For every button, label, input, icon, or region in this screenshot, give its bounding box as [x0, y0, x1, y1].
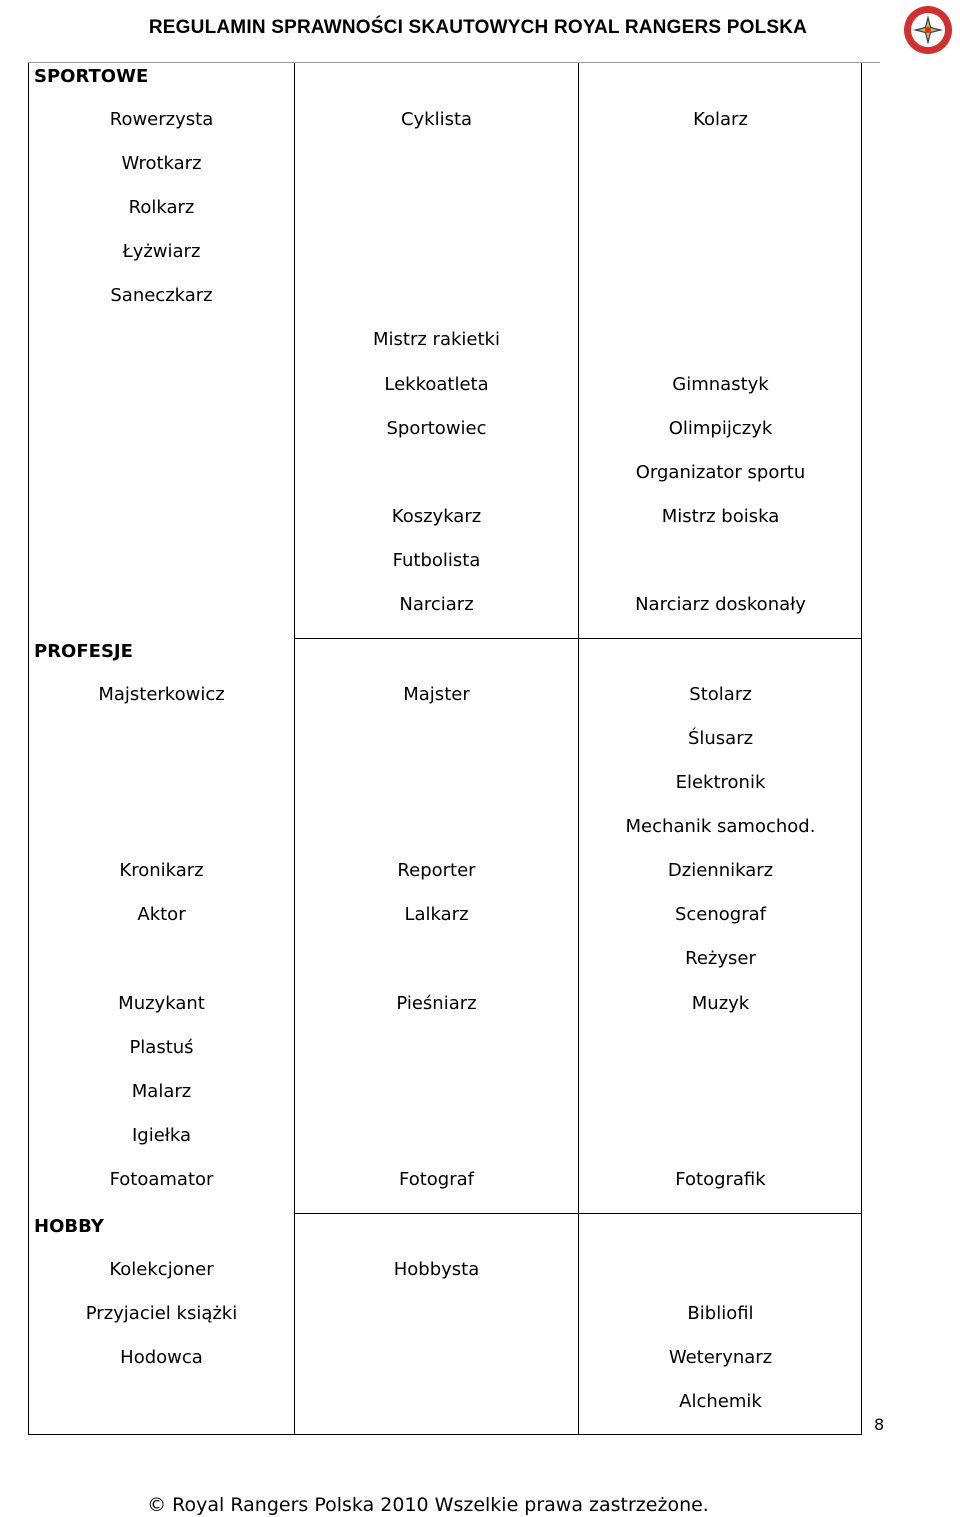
- badge-cell: Przyjaciel książki: [85, 1303, 238, 1324]
- royal-rangers-emblem-icon: [902, 4, 954, 56]
- column-divider: [294, 639, 295, 1213]
- badge-cell: Mechanik samochod.: [625, 816, 816, 837]
- badge-cell: Sportowiec: [386, 418, 487, 439]
- badge-cell: Majster: [403, 684, 470, 705]
- badge-cell: Organizator sportu: [635, 462, 806, 483]
- badge-cell: Dziennikarz: [667, 860, 774, 881]
- column-divider: [578, 639, 579, 1213]
- badge-cell: Gimnastyk: [672, 374, 769, 395]
- section-header-hobby: HOBBY: [34, 1216, 104, 1237]
- badge-cell: Fotograf: [399, 1169, 474, 1190]
- badge-cell: Aktor: [137, 904, 186, 925]
- badge-cell: Igiełka: [131, 1125, 192, 1146]
- badge-cell: Rowerzysta: [109, 109, 214, 130]
- page-number: 8: [874, 1415, 885, 1434]
- badge-cell: Narciarz: [399, 594, 474, 615]
- badge-cell: Weterynarz: [668, 1347, 773, 1368]
- badge-cell: Scenograf: [674, 904, 766, 925]
- badge-cell: Futbolista: [392, 550, 481, 571]
- column-divider: [578, 63, 579, 638]
- badge-cell: Saneczkarz: [110, 285, 213, 306]
- badge-cell: Mistrz boiska: [661, 506, 780, 527]
- badge-cell: Reżyser: [685, 948, 756, 969]
- badge-cell: Narciarz doskonały: [635, 594, 806, 615]
- badge-cell: Reporter: [397, 860, 476, 881]
- badge-cell: Ślusarz: [687, 728, 754, 749]
- badge-cell: Stolarz: [689, 684, 752, 705]
- badge-cell: Fotografik: [675, 1169, 766, 1190]
- badge-cell: Lekkoatleta: [384, 374, 489, 395]
- badge-cell: Majsterkowicz: [98, 684, 225, 705]
- copyright-footer: © Royal Rangers Polska 2010 Wszelkie prawa zastrzeżone.: [147, 1494, 709, 1516]
- badge-cell: Malarz: [131, 1081, 192, 1102]
- section-divider: [294, 1213, 862, 1214]
- badge-cell: Bibliofil: [687, 1303, 754, 1324]
- badge-cell: Muzyk: [691, 993, 750, 1014]
- column-divider: [294, 63, 295, 638]
- badge-cell: Olimpijczyk: [668, 418, 773, 439]
- badge-cell: Plastuś: [129, 1037, 194, 1058]
- badge-cell: Pieśniarz: [396, 993, 477, 1014]
- section-divider: [294, 638, 862, 639]
- badge-cell: Rolkarz: [128, 197, 195, 218]
- column-divider: [294, 1214, 295, 1435]
- badge-cell: Kolarz: [693, 109, 748, 130]
- badge-cell: Alchemik: [679, 1391, 762, 1412]
- badge-cell: Muzykant: [118, 993, 205, 1014]
- badge-cell: Hodowca: [120, 1347, 203, 1368]
- badge-cell: Lalkarz: [404, 904, 469, 925]
- badge-cell: Wrotkarz: [121, 153, 202, 174]
- document-title: REGULAMIN SPRAWNOŚCI SKAUTOWYCH ROYAL RANGERS POLSKA: [148, 17, 808, 38]
- badge-cell: Kolekcjoner: [109, 1259, 214, 1280]
- section-header-sportowe: SPORTOWE: [34, 66, 149, 87]
- badge-cell: Elektronik: [675, 772, 766, 793]
- section-header-profesje: PROFESJE: [34, 641, 133, 662]
- badge-cell: Fotoamator: [109, 1169, 214, 1190]
- badge-cell: Cyklista: [400, 109, 473, 130]
- badge-cell: Koszykarz: [391, 506, 482, 527]
- badge-cell: Kronikarz: [119, 860, 204, 881]
- badge-cell: Hobbysta: [393, 1259, 480, 1280]
- badge-cell: Łyżwiarz: [122, 241, 201, 262]
- column-divider: [578, 1214, 579, 1435]
- badge-cell: Mistrz rakietki: [373, 329, 500, 350]
